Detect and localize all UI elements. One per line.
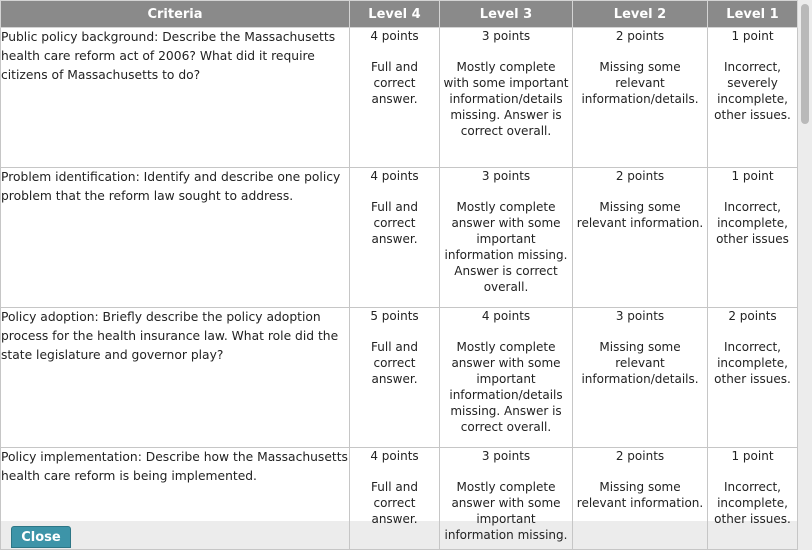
header-level-1: Level 1 bbox=[708, 1, 798, 28]
level-description: Full and correct answer. bbox=[371, 60, 418, 106]
level-description: Incorrect, incomplete, other issues. bbox=[714, 480, 791, 526]
level-description: Missing some relevant information/details. bbox=[581, 60, 699, 106]
level-3-cell bbox=[440, 168, 573, 308]
criteria-cell: Public policy background: Describe the Massachusetts health care reform act of 2006? What did it require citizens of Massachusetts to do? bbox=[1, 28, 350, 168]
points-label: 2 points bbox=[615, 29, 665, 43]
level-4-cell bbox=[350, 308, 440, 448]
header-level-2: Level 2 bbox=[573, 1, 708, 28]
header-criteria: Criteria bbox=[1, 1, 350, 28]
vertical-scrollbar[interactable] bbox=[798, 0, 812, 521]
level-3-cell bbox=[440, 448, 573, 550]
points-label: 3 points bbox=[481, 29, 531, 43]
level-description: Incorrect, incomplete, other issues. bbox=[714, 340, 791, 386]
table-row bbox=[1, 28, 798, 168]
level-description: Incorrect, severely incomplete, other issues. bbox=[714, 60, 791, 122]
level-description: Full and correct answer. bbox=[371, 200, 418, 246]
level-description: Incorrect, incomplete, other issues bbox=[716, 200, 789, 246]
scrollbar-thumb[interactable] bbox=[801, 4, 809, 124]
level-description: Missing some relevant information. bbox=[576, 200, 704, 230]
header-level-4: Level 4 bbox=[350, 1, 440, 28]
level-description: Full and correct answer. bbox=[371, 480, 418, 526]
level-description: Missing some relevant information. bbox=[576, 480, 704, 510]
level-description: Mostly complete answer with some important information missing. bbox=[444, 480, 568, 542]
level-description: Mostly complete with some important information/details missing. Answer is correct overall. bbox=[443, 60, 569, 138]
points-label: 3 points bbox=[481, 449, 531, 463]
points-label: 2 points bbox=[615, 169, 665, 183]
criteria-cell: Policy adoption: Briefly describe the policy adoption process for the health insurance law. What role did the state legislature and governor play? bbox=[1, 308, 350, 448]
points-label: 4 points bbox=[370, 29, 419, 43]
level-4-cell bbox=[350, 448, 440, 550]
level-2-cell bbox=[573, 308, 708, 448]
points-label: 3 points bbox=[615, 309, 665, 323]
level-3-cell bbox=[440, 308, 573, 448]
header-level-3: Level 3 bbox=[440, 1, 573, 28]
points-label: 1 point bbox=[731, 169, 774, 183]
points-label: 4 points bbox=[481, 309, 531, 323]
points-label: 5 points bbox=[370, 309, 419, 323]
close-button[interactable]: Close bbox=[11, 526, 71, 548]
level-description: Full and correct answer. bbox=[371, 340, 418, 386]
level-description: Mostly complete answer with some important information missing. Answer is correct overall. bbox=[444, 200, 568, 294]
table-row bbox=[1, 168, 798, 308]
level-1-cell bbox=[708, 28, 798, 168]
level-1-cell bbox=[708, 168, 798, 308]
level-2-cell bbox=[573, 168, 708, 308]
level-4-cell bbox=[350, 28, 440, 168]
points-label: 4 points bbox=[370, 169, 419, 183]
level-description: Mostly complete answer with some important information/details missing. Answer is correct overall. bbox=[449, 340, 563, 434]
header-row bbox=[1, 1, 798, 28]
level-1-cell bbox=[708, 448, 798, 550]
points-label: 3 points bbox=[481, 169, 531, 183]
level-2-cell bbox=[573, 448, 708, 550]
table-row bbox=[1, 308, 798, 448]
level-description: Missing some relevant information/details. bbox=[581, 340, 699, 386]
points-label: 1 point bbox=[731, 449, 774, 463]
level-1-cell bbox=[708, 308, 798, 448]
criteria-cell: Policy implementation: Describe how the Massachusetts health care reform is being implemented. bbox=[1, 448, 350, 550]
points-label: 1 point bbox=[731, 29, 774, 43]
criteria-cell: Problem identification: Identify and describe one policy problem that the reform law sought to address. bbox=[1, 168, 350, 308]
points-label: 2 points bbox=[728, 309, 777, 323]
level-3-cell bbox=[440, 28, 573, 168]
level-2-cell bbox=[573, 28, 708, 168]
points-label: 2 points bbox=[615, 449, 665, 463]
points-label: 4 points bbox=[370, 449, 419, 463]
table-row bbox=[1, 448, 798, 550]
level-4-cell bbox=[350, 168, 440, 308]
